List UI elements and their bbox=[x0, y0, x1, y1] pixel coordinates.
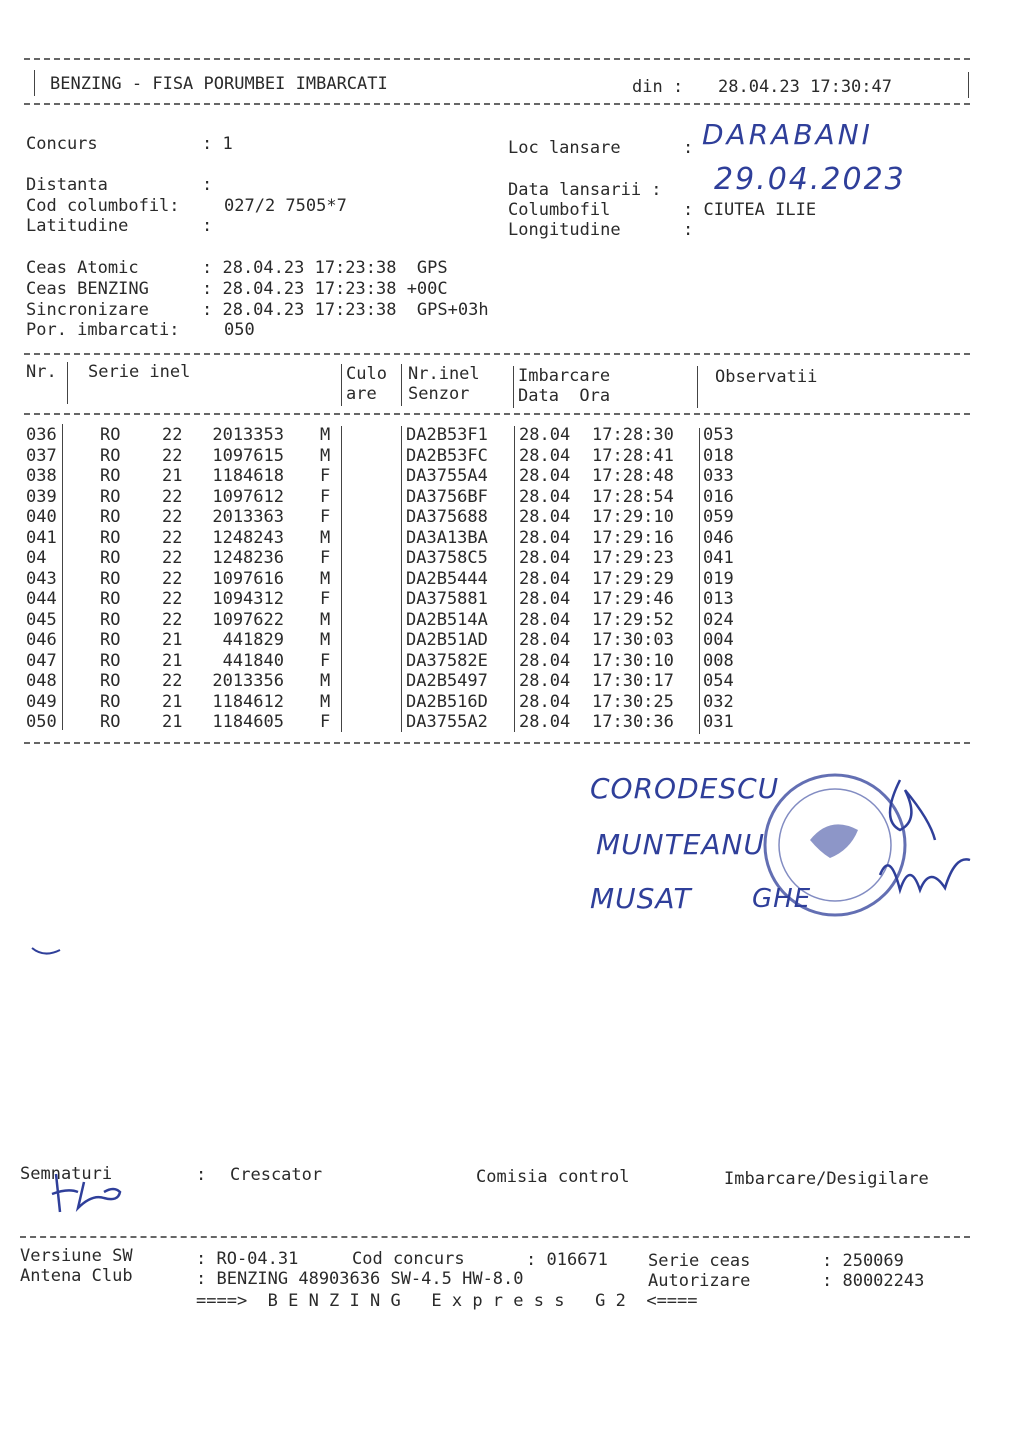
antena-club-value: : BENZING 48903636 SW-4.5 HW-8.0 bbox=[196, 1269, 524, 1289]
row-sensor: DA3758C5 bbox=[406, 548, 488, 568]
concurs-label: Concurs bbox=[26, 134, 98, 154]
row-sex: F bbox=[320, 466, 331, 486]
semnaturi-label: Semnaturi bbox=[20, 1164, 113, 1184]
row-sex: F bbox=[320, 650, 331, 671]
row-ring-number: 1184618 bbox=[212, 466, 284, 486]
body-divider-observatii bbox=[699, 428, 700, 734]
row-nr: 049 bbox=[26, 691, 57, 712]
row-observatii: 031 bbox=[703, 712, 734, 732]
row-sensor: DA3755A2 bbox=[406, 712, 488, 732]
header-divider-5 bbox=[697, 366, 698, 408]
row-observatii: 008 bbox=[703, 650, 734, 671]
table-row bbox=[0, 671, 1024, 691]
row-nr: 041 bbox=[26, 527, 57, 548]
row-date: 28.04 bbox=[519, 589, 571, 609]
row-year: 22 bbox=[162, 445, 183, 466]
row-sensor: DA2B5444 bbox=[406, 568, 488, 589]
row-sensor: DA375881 bbox=[406, 589, 488, 609]
header-are: are bbox=[346, 384, 377, 404]
commission-stamp-and-signatures bbox=[730, 760, 990, 930]
row-observatii: 053 bbox=[703, 425, 734, 445]
crescator-signature bbox=[48, 1168, 130, 1218]
row-time: 17:30:03 bbox=[592, 630, 674, 650]
row-ring-number: 2013353 bbox=[212, 425, 284, 445]
row-nr: 048 bbox=[26, 671, 57, 691]
row-date: 28.04 bbox=[519, 671, 571, 691]
table-row bbox=[0, 466, 1024, 486]
serie-ceas-label: Serie ceas bbox=[648, 1251, 751, 1271]
row-country: RO bbox=[100, 425, 121, 445]
row-time: 17:29:16 bbox=[592, 527, 674, 548]
row-nr: 044 bbox=[26, 589, 57, 609]
body-divider-nr bbox=[62, 424, 63, 730]
comisia-control-label: Comisia control bbox=[476, 1167, 630, 1187]
autorizare-label: Autorizare bbox=[648, 1271, 751, 1291]
row-time: 17:29:10 bbox=[592, 507, 674, 527]
row-year: 22 bbox=[162, 425, 183, 445]
row-country: RO bbox=[100, 630, 121, 650]
row-nr: 038 bbox=[26, 466, 57, 486]
row-nr: 037 bbox=[26, 445, 57, 466]
commission-name-3b: GHE bbox=[752, 884, 812, 914]
row-sex: F bbox=[320, 548, 331, 568]
table-row bbox=[0, 569, 1024, 589]
row-date: 28.04 bbox=[519, 486, 571, 507]
table-row bbox=[0, 692, 1024, 712]
header-serie-inel: Serie inel bbox=[88, 362, 191, 382]
row-ring-number: 2013356 bbox=[212, 671, 284, 691]
longitudine-label: Longitudine bbox=[508, 220, 621, 240]
row-sex: M bbox=[320, 425, 331, 445]
row-sex: M bbox=[320, 609, 331, 630]
row-sensor: DA37582E bbox=[406, 650, 488, 671]
header-data-ora: Data Ora bbox=[518, 386, 611, 406]
row-sex: M bbox=[320, 691, 331, 712]
row-country: RO bbox=[100, 609, 121, 630]
row-observatii: 046 bbox=[703, 527, 734, 548]
row-sensor: DA2B51AD bbox=[406, 630, 488, 650]
data-lansarii-label: Data lansarii : bbox=[508, 180, 662, 200]
row-year: 21 bbox=[162, 630, 183, 650]
row-time: 17:30:36 bbox=[592, 712, 674, 732]
row-country: RO bbox=[100, 650, 121, 671]
row-sensor: DA2B516D bbox=[406, 691, 488, 712]
row-nr: 039 bbox=[26, 486, 57, 507]
row-sex: M bbox=[320, 671, 331, 691]
row-nr: 046 bbox=[26, 630, 57, 650]
document-title: BENZING - FISA PORUMBEI IMBARCATI bbox=[50, 74, 388, 94]
header-nr-inel: Nr.inel bbox=[408, 364, 480, 384]
header-top-rule bbox=[24, 58, 970, 60]
table-row bbox=[0, 507, 1024, 527]
row-sex: F bbox=[320, 507, 331, 527]
row-year: 21 bbox=[162, 466, 183, 486]
row-date: 28.04 bbox=[519, 527, 571, 548]
table-row bbox=[0, 630, 1024, 650]
header-left-bar bbox=[34, 70, 35, 96]
commission-name-3: MUSAT bbox=[590, 882, 692, 915]
por-imbarcati-label: Por. imbarcati: bbox=[26, 320, 180, 340]
row-sensor: DA2B53FC bbox=[406, 445, 488, 466]
row-observatii: 019 bbox=[703, 568, 734, 589]
longitudine-value: : bbox=[683, 220, 694, 240]
row-country: RO bbox=[100, 589, 121, 609]
row-observatii: 054 bbox=[703, 671, 734, 691]
header-bottom-rule bbox=[24, 103, 970, 105]
row-date: 28.04 bbox=[519, 425, 571, 445]
row-date: 28.04 bbox=[519, 568, 571, 589]
row-ring-number: 1094312 bbox=[212, 589, 284, 609]
distanta-value: : bbox=[202, 175, 213, 195]
columbofil-value: : CIUTEA ILIE bbox=[683, 200, 817, 220]
row-ring-number: 1184605 bbox=[212, 712, 284, 732]
row-observatii: 032 bbox=[703, 691, 734, 712]
row-country: RO bbox=[100, 548, 121, 568]
row-time: 17:29:46 bbox=[592, 589, 674, 609]
row-country: RO bbox=[100, 712, 121, 732]
loc-lansare-handwritten: DARABANI bbox=[702, 118, 873, 151]
body-divider-culoare bbox=[341, 426, 342, 732]
row-time: 17:28:41 bbox=[592, 445, 674, 466]
row-date: 28.04 bbox=[519, 445, 571, 466]
row-nr: 045 bbox=[26, 609, 57, 630]
table-bottom-rule bbox=[24, 742, 970, 744]
row-observatii: 059 bbox=[703, 507, 734, 527]
row-sensor: DA3755A4 bbox=[406, 466, 488, 486]
row-sex: F bbox=[320, 712, 331, 732]
row-year: 21 bbox=[162, 650, 183, 671]
table-row bbox=[0, 425, 1024, 445]
row-country: RO bbox=[100, 691, 121, 712]
row-date: 28.04 bbox=[519, 712, 571, 732]
row-observatii: 004 bbox=[703, 630, 734, 650]
table-top-rule bbox=[24, 353, 970, 355]
header-right-bar bbox=[968, 72, 969, 98]
row-country: RO bbox=[100, 671, 121, 691]
header-imbarcare: Imbarcare bbox=[518, 366, 611, 386]
table-row bbox=[0, 446, 1024, 466]
autorizare-value: : 80002243 bbox=[822, 1271, 925, 1291]
semnaturi-sep: : bbox=[196, 1165, 207, 1185]
stray-pen-mark bbox=[30, 944, 64, 960]
row-date: 28.04 bbox=[519, 507, 571, 527]
row-year: 21 bbox=[162, 691, 183, 712]
row-sensor: DA3A13BA bbox=[406, 527, 488, 548]
row-date: 28.04 bbox=[519, 466, 571, 486]
table-row bbox=[0, 528, 1024, 548]
row-sensor: DA2B53F1 bbox=[406, 425, 488, 445]
cod-concurs-value: : 016671 bbox=[526, 1250, 608, 1270]
row-time: 17:28:54 bbox=[592, 486, 674, 507]
header-divider-1 bbox=[67, 362, 68, 404]
sincronizare-value: : 28.04.23 17:23:38 GPS+03h bbox=[202, 300, 489, 320]
row-ring-number: 441829 bbox=[222, 630, 284, 650]
row-year: 22 bbox=[162, 527, 183, 548]
body-divider-data bbox=[514, 426, 515, 732]
row-ring-number: 1097616 bbox=[212, 568, 284, 589]
row-year: 22 bbox=[162, 609, 183, 630]
row-observatii: 013 bbox=[703, 589, 734, 609]
table-row bbox=[0, 589, 1024, 609]
row-ring-number: 1184612 bbox=[212, 691, 284, 712]
columbofil-label: Columbofil bbox=[508, 200, 611, 220]
row-date: 28.04 bbox=[519, 691, 571, 712]
header-divider-2 bbox=[341, 364, 342, 406]
versiune-sw-label: Versiune SW bbox=[20, 1246, 133, 1266]
header-senzor: Senzor bbox=[408, 384, 470, 404]
table-row bbox=[0, 548, 1024, 568]
row-date: 28.04 bbox=[519, 609, 571, 630]
row-time: 17:30:17 bbox=[592, 671, 674, 691]
row-date: 28.04 bbox=[519, 548, 571, 568]
row-time: 17:28:30 bbox=[592, 425, 674, 445]
row-country: RO bbox=[100, 445, 121, 466]
row-country: RO bbox=[100, 486, 121, 507]
cod-columbofil-value: 027/2 7505*7 bbox=[224, 196, 347, 216]
row-sex: F bbox=[320, 486, 331, 507]
table-header-rule bbox=[24, 413, 970, 415]
row-year: 22 bbox=[162, 671, 183, 691]
row-sensor: DA3756BF bbox=[406, 486, 488, 507]
cod-concurs-label: Cod concurs bbox=[352, 1249, 465, 1269]
latitudine-value: : bbox=[202, 216, 213, 236]
row-sex: M bbox=[320, 630, 331, 650]
commission-name-1: CORODESCU bbox=[590, 772, 780, 805]
row-ring-number: 1097615 bbox=[212, 445, 284, 466]
row-nr: 047 bbox=[26, 650, 57, 671]
row-time: 17:30:10 bbox=[592, 650, 674, 671]
loc-lansare-sep: : bbox=[683, 138, 694, 158]
row-observatii: 033 bbox=[703, 466, 734, 486]
row-country: RO bbox=[100, 507, 121, 527]
footer-rule bbox=[20, 1236, 970, 1238]
row-year: 22 bbox=[162, 548, 183, 568]
concurs-value: : 1 bbox=[202, 134, 233, 154]
row-observatii: 018 bbox=[703, 445, 734, 466]
loc-lansare-label: Loc lansare bbox=[508, 138, 621, 158]
table-row bbox=[0, 487, 1024, 507]
din-value: 28.04.23 17:30:47 bbox=[718, 77, 892, 97]
header-divider-4 bbox=[513, 366, 514, 408]
latitudine-label: Latitudine bbox=[26, 216, 129, 236]
row-date: 28.04 bbox=[519, 650, 571, 671]
row-nr: 036 bbox=[26, 425, 57, 445]
row-sex: M bbox=[320, 568, 331, 589]
row-ring-number: 1248243 bbox=[212, 527, 284, 548]
row-sensor: DA2B5497 bbox=[406, 671, 488, 691]
row-nr: 050 bbox=[26, 712, 57, 732]
distanta-label: Distanta bbox=[26, 175, 108, 195]
row-observatii: 041 bbox=[703, 548, 734, 568]
header-nr: Nr. bbox=[26, 362, 57, 382]
row-date: 28.04 bbox=[519, 630, 571, 650]
table-row bbox=[0, 712, 1024, 732]
row-observatii: 024 bbox=[703, 609, 734, 630]
row-ring-number: 1097612 bbox=[212, 486, 284, 507]
row-time: 17:28:48 bbox=[592, 466, 674, 486]
row-sex: M bbox=[320, 527, 331, 548]
row-country: RO bbox=[100, 527, 121, 548]
row-nr: 040 bbox=[26, 507, 57, 527]
row-country: RO bbox=[100, 568, 121, 589]
imbarcare-desigilare-label: Imbarcare/Desigilare bbox=[724, 1169, 929, 1189]
row-time: 17:30:25 bbox=[592, 691, 674, 712]
row-year: 22 bbox=[162, 486, 183, 507]
antena-club-label: Antena Club bbox=[20, 1266, 133, 1286]
row-year: 21 bbox=[162, 712, 183, 732]
header-divider-3 bbox=[401, 364, 402, 406]
row-nr: 04 bbox=[26, 548, 47, 568]
por-imbarcati-value: 050 bbox=[224, 320, 255, 340]
row-sex: F bbox=[320, 589, 331, 609]
row-year: 22 bbox=[162, 568, 183, 589]
row-time: 17:29:23 bbox=[592, 548, 674, 568]
cod-columbofil-label: Cod columbofil: bbox=[26, 196, 180, 216]
row-sex: M bbox=[320, 445, 331, 466]
ceas-benzing-label: Ceas BENZING bbox=[26, 279, 149, 299]
versiune-sw-value: : RO-04.31 bbox=[196, 1249, 299, 1269]
row-year: 22 bbox=[162, 589, 183, 609]
row-time: 17:29:29 bbox=[592, 568, 674, 589]
row-time: 17:29:52 bbox=[592, 609, 674, 630]
row-sensor: DA2B514A bbox=[406, 609, 488, 630]
row-ring-number: 2013363 bbox=[212, 507, 284, 527]
row-ring-number: 1248236 bbox=[212, 548, 284, 568]
row-nr: 043 bbox=[26, 568, 57, 589]
body-divider-senzor bbox=[401, 426, 402, 732]
header-culo: Culo bbox=[346, 364, 387, 384]
row-year: 22 bbox=[162, 507, 183, 527]
commission-name-2: MUNTEANU bbox=[596, 828, 765, 861]
data-lansarii-handwritten: 29.04.2023 bbox=[714, 162, 906, 197]
row-ring-number: 441840 bbox=[222, 650, 284, 671]
sincronizare-label: Sincronizare bbox=[26, 300, 149, 320]
serie-ceas-value: : 250069 bbox=[822, 1251, 904, 1271]
din-label: din : bbox=[632, 77, 684, 97]
header-observatii: Observatii bbox=[715, 367, 818, 387]
row-observatii: 016 bbox=[703, 486, 734, 507]
ceas-atomic-value: : 28.04.23 17:23:38 GPS bbox=[202, 258, 448, 278]
benzing-express-banner: ====> B E N Z I N G E x p r e s s G 2 <==== bbox=[196, 1291, 698, 1311]
row-sensor: DA375688 bbox=[406, 507, 488, 527]
crescator-label: Crescator bbox=[230, 1165, 323, 1185]
table-row bbox=[0, 651, 1024, 671]
row-ring-number: 1097622 bbox=[212, 609, 284, 630]
row-country: RO bbox=[100, 466, 121, 486]
ceas-atomic-label: Ceas Atomic bbox=[26, 258, 139, 278]
table-row bbox=[0, 610, 1024, 630]
ceas-benzing-value: : 28.04.23 17:23:38 +00C bbox=[202, 279, 448, 299]
